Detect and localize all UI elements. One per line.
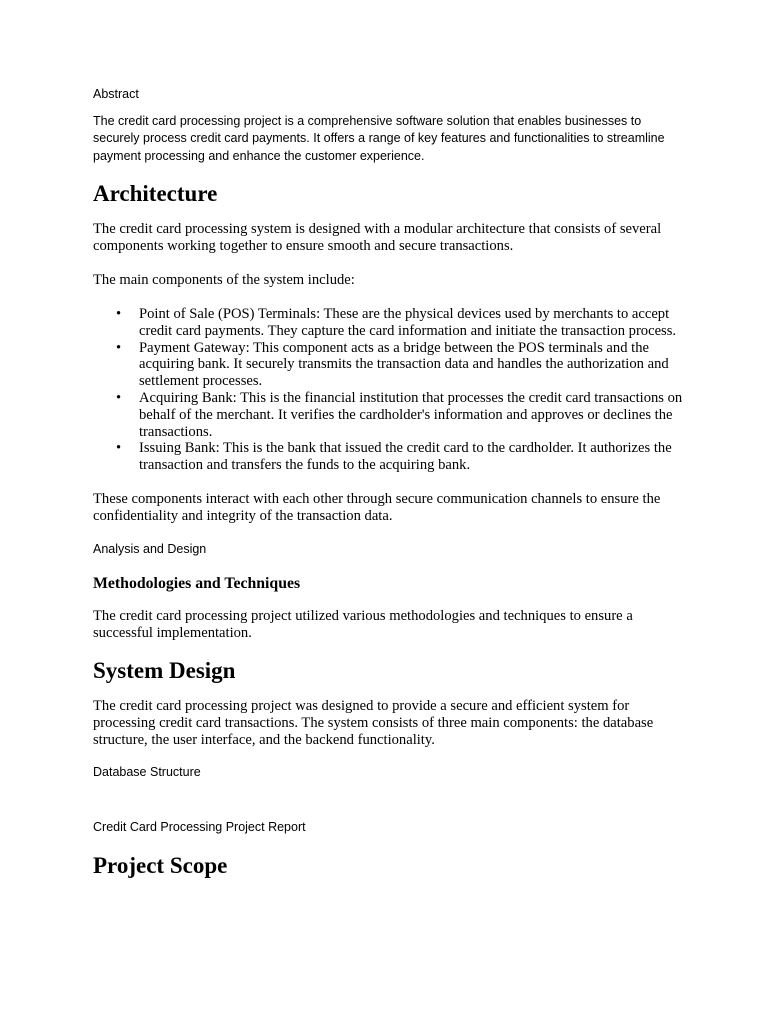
component-text: Payment Gateway: This component acts as a bridge between the POS terminals and the acquiring bank. It securely transmits the transaction data and handles the authorization and settlement processes. <box>139 339 669 390</box>
system-design-heading: System Design <box>93 658 236 684</box>
component-text: Issuing Bank: This is the bank that issued the credit card to the cardholder. It authorizes the transaction and transfers the funds to the acquiring bank. <box>139 440 672 474</box>
architecture-intro: The credit card processing system is designed with a modular architecture that consists of several components working together to ensure smooth and secure transactions. <box>93 221 662 254</box>
list-item <box>116 440 683 474</box>
methodologies-text: The credit card processing project utilized various methodologies and techniques to ensure a successful implementation. <box>93 608 633 642</box>
abstract-text: The credit card processing project is a comprehensive software solution that enables businesses to securely process credit card payments. It offers a range of key features and functionalities to streamline payment processing and enhance the customer experience. <box>93 113 665 163</box>
project-scope-heading: Project Scope <box>93 853 228 879</box>
database-structure-label: Database Structure <box>93 765 201 780</box>
report-title: Credit Card Processing Project Report <box>93 819 306 834</box>
bullet-icon: • <box>116 440 122 457</box>
component-text: Point of Sale (POS) Terminals: These are the physical devices used by merchants to accept credit card payments. They capture the card information and initiate the transaction process. <box>139 306 677 339</box>
system-design-text: The credit card processing project was designed to provide a secure and efficient system for processing credit card transactions. The system consists of three main components: the database structure, the user interface, and the backend functionality. <box>93 698 654 749</box>
components-list <box>93 306 683 474</box>
bullet-icon: • <box>116 339 122 356</box>
methodologies-heading: Methodologies and Techniques <box>93 575 301 593</box>
architecture-closing: These components interact with each other through secure communication channels to ensure the confidentiality and integrity of the transaction data. <box>93 490 661 524</box>
bullet-icon: • <box>116 389 122 406</box>
bullet-icon: • <box>116 306 122 322</box>
components-intro: The main components of the system include: <box>93 272 355 288</box>
list-item <box>116 339 683 390</box>
list-item <box>116 389 683 440</box>
architecture-heading: Architecture <box>93 181 218 206</box>
abstract-label: Abstract <box>93 87 139 101</box>
list-item <box>116 306 683 340</box>
component-text: Acquiring Bank: This is the financial institution that processes the credit card transactions on behalf of the merchant. It verifies the cardholder's information and approves or declines the transactions. <box>139 389 683 440</box>
document-page <box>93 86 683 880</box>
analysis-design-label: Analysis and Design <box>93 541 207 556</box>
